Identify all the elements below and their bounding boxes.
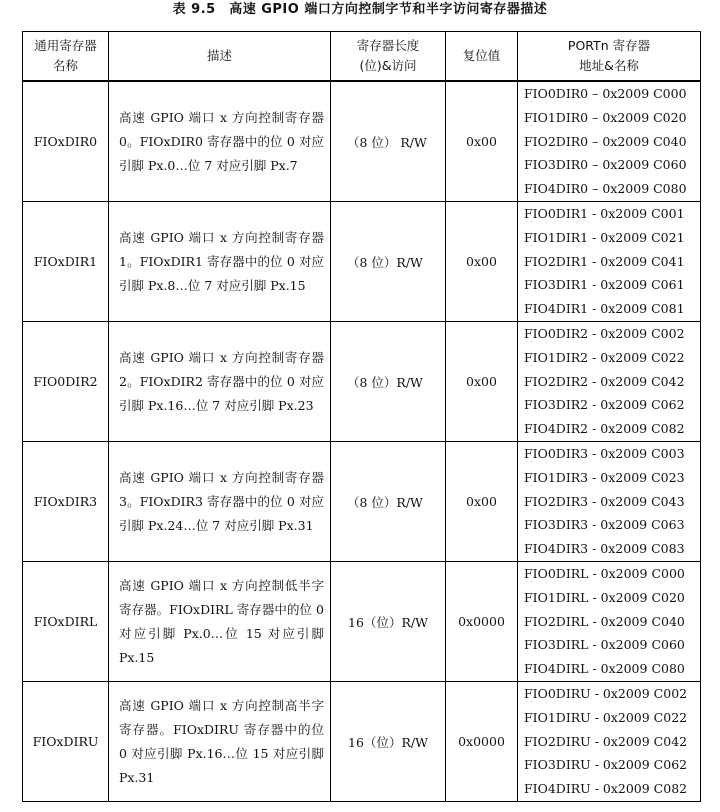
address-entry: FIO3DIR0 – 0x2009 C060: [524, 157, 687, 173]
register-name: FIOxDIR1: [23, 202, 109, 322]
address-entry: FIO0DIR3 - 0x2009 C003: [524, 446, 685, 461]
address-entry: FIO2DIR1 - 0x2009 C041: [524, 253, 685, 269]
address-entry: FIO1DIR3 - 0x2009 C023: [524, 469, 685, 485]
address-entry: FIO0DIR0 – 0x2009 C000: [524, 86, 687, 101]
address-entry: FIO2DIRL - 0x2009 C040: [524, 613, 685, 629]
table-caption: 表 9.5 高速 GPIO 端口方向控制字节和半字访问寄存器描述: [172, 2, 548, 17]
register-length-access: （8 位）R/W: [331, 322, 446, 442]
address-entry: FIO2DIRU - 0x2009 C042: [524, 733, 688, 749]
register-address-list: [518, 442, 701, 562]
address-entry: FIO2DIR0 – 0x2009 C040: [524, 133, 687, 149]
header-reset-value: [446, 32, 518, 82]
header-len-line1: 寄存器长度: [356, 38, 420, 53]
address-entry: FIO1DIR2 - 0x2009 C022: [524, 349, 685, 365]
address-entry: FIO4DIR3 - 0x2009 C083: [524, 541, 685, 557]
register-reset-value: 0x00: [446, 81, 518, 202]
register-reset-value: 0x00: [446, 322, 518, 442]
register-length-access: （8 位）R/W: [331, 442, 446, 562]
table-row: [23, 562, 701, 682]
address-entry: FIO4DIRU - 0x2009 C082: [524, 781, 688, 797]
register-description: 高速 GPIO 端口 x 方向控制低半字寄存器。FIOxDIRL 寄存器中的位 0 对应引脚 Px.0…位 15 对应引脚 Px.15: [109, 562, 331, 682]
address-entry: FIO3DIRL - 0x2009 C060: [524, 637, 685, 653]
address-entry: FIO3DIR1 - 0x2009 C061: [524, 277, 685, 293]
address-entry: FIO0DIRL - 0x2009 C000: [524, 566, 685, 581]
register-length-access: 16（位）R/W: [331, 562, 446, 682]
register-reset-value: 0x0000: [446, 682, 518, 802]
address-entry: FIO0DIR1 - 0x2009 C001: [524, 206, 685, 221]
register-description: 高速 GPIO 端口 x 方向控制寄存器 3。FIOxDIR3 寄存器中的位 0 对应引脚 Px.24…位 7 对应引脚 Px.31: [109, 442, 331, 562]
header-description: [109, 32, 331, 82]
header-addr-line2: 地址&名称: [579, 58, 639, 73]
register-description: 高速 GPIO 端口 x 方向控制高半字寄存器。FIOxDIRU 寄存器中的位 0 对应引脚 Px.16…位 15 对应引脚 Px.31: [109, 682, 331, 802]
address-entry: FIO3DIRU - 0x2009 C062: [524, 757, 688, 773]
header-register-name: [23, 32, 109, 82]
register-name: FIOxDIRU: [23, 682, 109, 802]
register-reset-value: 0x0000: [446, 562, 518, 682]
header-name-line2: 名称: [52, 58, 78, 73]
register-address-list: [518, 562, 701, 682]
header-addr-line1: PORTn 寄存器: [567, 38, 651, 53]
register-table: [22, 31, 701, 802]
table-header-row: [23, 32, 701, 82]
address-entry: FIO4DIR1 - 0x2009 C081: [524, 301, 685, 317]
address-entry: FIO2DIR2 - 0x2009 C042: [524, 373, 685, 389]
address-entry: FIO4DIR2 - 0x2009 C082: [524, 421, 685, 437]
register-name: FIOxDIR3: [23, 442, 109, 562]
table-row: [23, 682, 701, 802]
register-address-list: [518, 682, 701, 802]
header-desc-label: 描述: [206, 48, 232, 63]
address-entry: FIO3DIR3 - 0x2009 C063: [524, 517, 685, 533]
table-row: [23, 81, 701, 202]
address-entry: FIO3DIR2 - 0x2009 C062: [524, 397, 685, 413]
address-entry: FIO1DIRU - 0x2009 C022: [524, 709, 688, 725]
address-entry: FIO0DIR2 - 0x2009 C002: [524, 326, 685, 341]
address-entry: FIO1DIR1 - 0x2009 C021: [524, 229, 685, 245]
table-row: [23, 202, 701, 322]
register-address-list: [518, 202, 701, 322]
header-reset-label: 复位值: [462, 48, 501, 63]
register-reset-value: 0x00: [446, 202, 518, 322]
table-row: [23, 322, 701, 442]
header-address-name: [518, 32, 701, 82]
address-entry: FIO1DIRL - 0x2009 C020: [524, 589, 685, 605]
register-name: FIOxDIRL: [23, 562, 109, 682]
register-address-list: [518, 322, 701, 442]
address-entry: FIO4DIRL - 0x2009 C080: [524, 661, 685, 677]
register-name: FIOxDIR0: [23, 81, 109, 202]
header-length-access: [331, 32, 446, 82]
address-entry: FIO4DIR0 – 0x2009 C080: [524, 181, 687, 197]
address-entry: FIO1DIR0 – 0x2009 C020: [524, 109, 687, 125]
register-description: 高速 GPIO 端口 x 方向控制寄存器 0。FIOxDIR0 寄存器中的位 0 对应引脚 Px.0…位 7 对应引脚 Px.7: [109, 81, 331, 202]
register-description: 高速 GPIO 端口 x 方向控制寄存器 1。FIOxDIR1 寄存器中的位 0 对应引脚 Px.8…位 7 对应引脚 Px.15: [109, 202, 331, 322]
header-name-line1: 通用寄存器: [34, 38, 97, 53]
register-length-access: （8 位）R/W: [331, 202, 446, 322]
header-len-line2: (位)&访问: [359, 58, 417, 73]
address-entry: FIO0DIRU - 0x2009 C002: [524, 686, 688, 701]
register-length-access: 16（位）R/W: [331, 682, 446, 802]
register-address-list: [518, 81, 701, 202]
register-description: 高速 GPIO 端口 x 方向控制寄存器 2。FIOxDIR2 寄存器中的位 0 对应引脚 Px.16…位 7 对应引脚 Px.23: [109, 322, 331, 442]
register-name: FIO0DIR2: [23, 322, 109, 442]
register-reset-value: 0x00: [446, 442, 518, 562]
address-entry: FIO2DIR3 - 0x2009 C043: [524, 493, 685, 509]
register-length-access: （8 位） R/W: [331, 81, 446, 202]
table-row: [23, 442, 701, 562]
